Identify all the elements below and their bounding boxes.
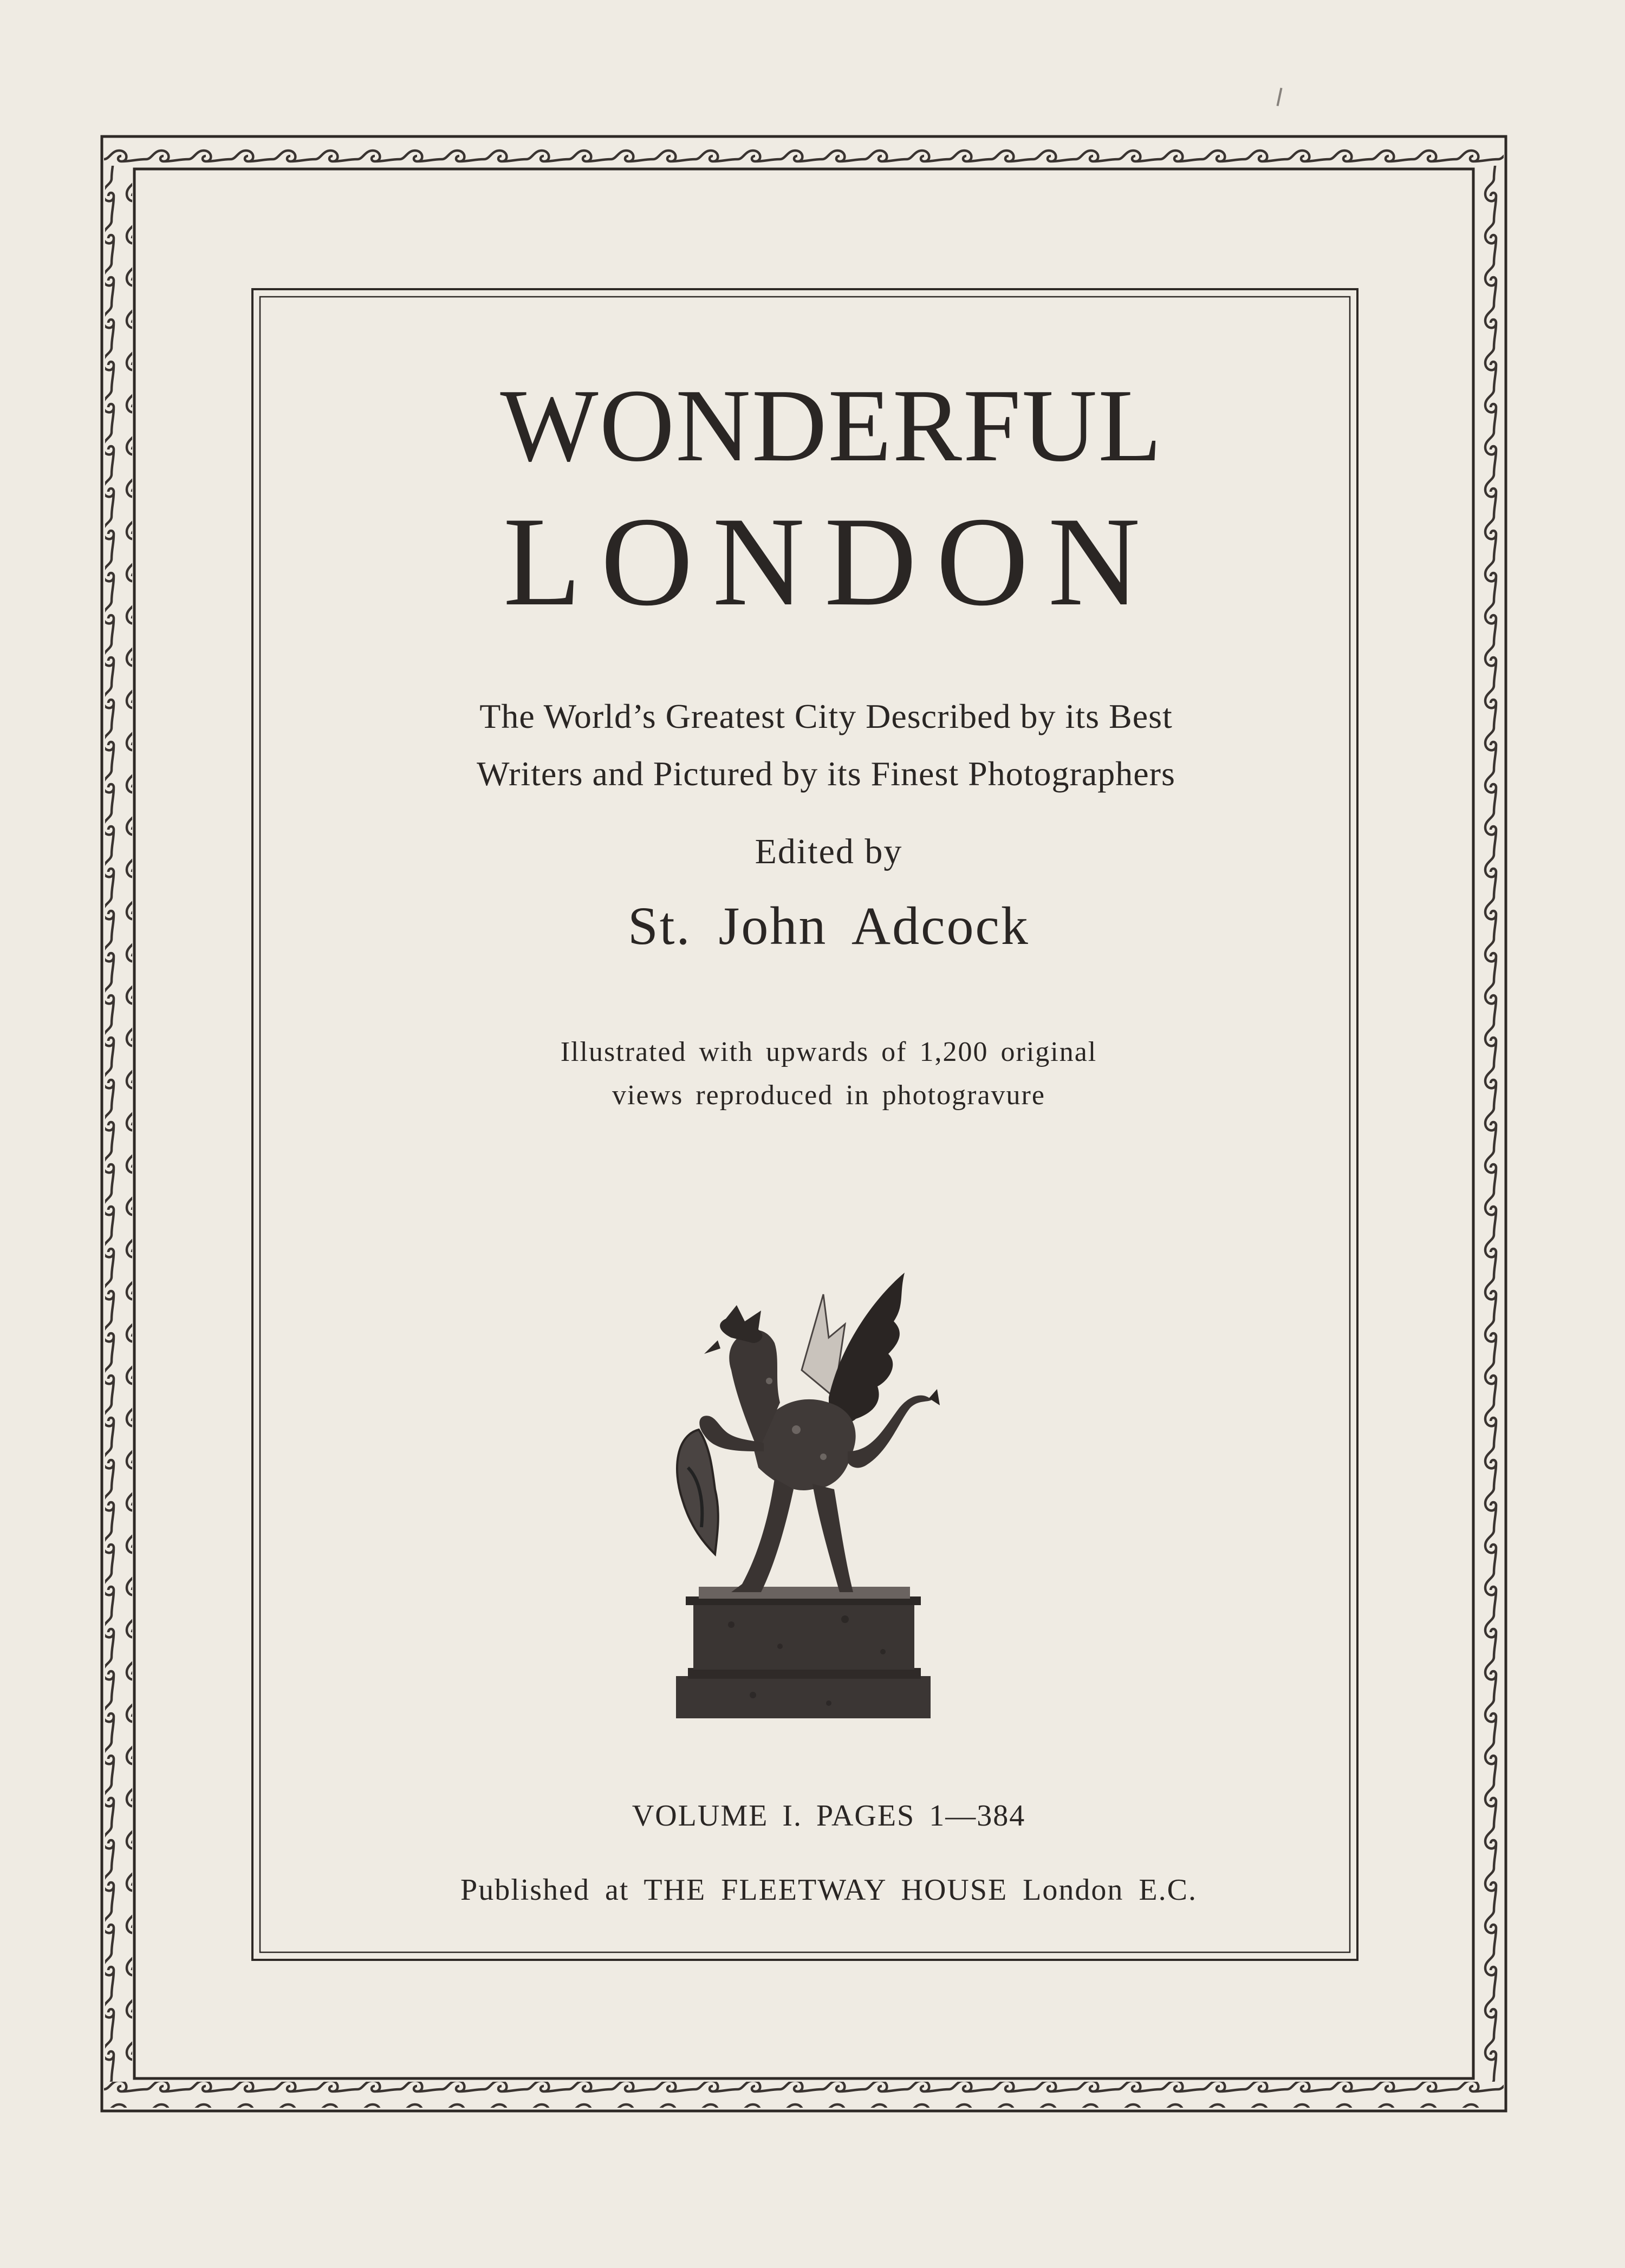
- subtitle-line-2: Writers and Pictured by its Finest Photographers: [477, 754, 1175, 793]
- subtitle: [14, 688, 1625, 803]
- subtitle-line-1: The World’s Greatest City Described by its Best: [479, 697, 1173, 735]
- editor-name: St. John Adcock: [628, 896, 1030, 956]
- dragon-statue-icon: [666, 1273, 948, 1728]
- illustration-note: [16, 1031, 1625, 1117]
- title-line-2: LONDON: [503, 491, 1160, 633]
- publisher-imprint: Published at THE FLEETWAY HOUSE London E.C.: [460, 1873, 1197, 1907]
- illustration-note-line-1: Illustrated with upwards of 1,200 original: [560, 1037, 1097, 1067]
- volume-info: VOLUME I. PAGES 1—384: [632, 1799, 1026, 1833]
- title-line-1: WONDERFUL: [500, 368, 1163, 483]
- edited-by-label: Edited by: [755, 832, 903, 871]
- illustration-note-line-2: views reproduced in photogravure: [612, 1080, 1045, 1111]
